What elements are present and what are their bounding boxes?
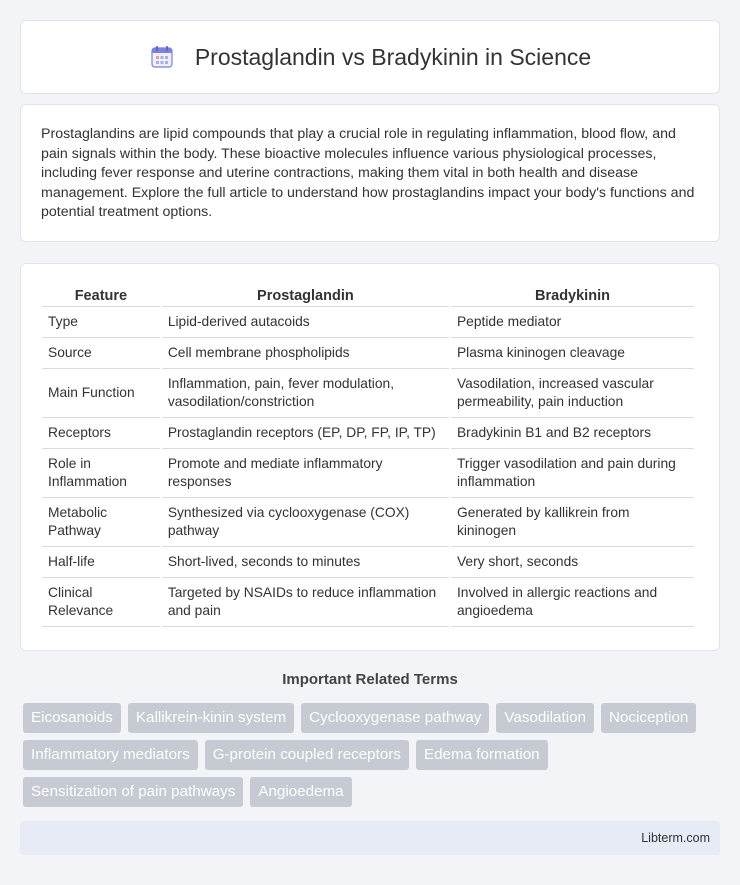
bradykinin-cell: Bradykinin B1 and B2 receptors [451,418,694,449]
table-row [42,418,694,449]
prostaglandin-cell: Prostaglandin receptors (EP, DP, FP, IP, TP) [162,418,449,449]
title-card [20,20,720,94]
prostaglandin-cell: Lipid-derived autacoids [162,307,449,338]
related-term-tag[interactable]: Sensitization of pain pathways [23,777,243,807]
table-row [42,498,694,547]
column-header-bradykinin: Bradykinin [451,284,694,307]
related-term-tag[interactable]: Kallikrein-kinin system [128,703,294,733]
prostaglandin-cell: Targeted by NSAIDs to reduce inflammation and pain [162,578,449,627]
bradykinin-cell: Very short, seconds [451,547,694,578]
prostaglandin-cell: Short-lived, seconds to minutes [162,547,449,578]
prostaglandin-cell: Cell membrane phospholipids [162,338,449,369]
feature-cell: Role in Inflammation [42,449,160,498]
feature-cell: Main Function [42,369,160,418]
footer [20,821,720,855]
table-header-row [42,284,694,307]
table-row [42,307,694,338]
related-terms-list [23,703,723,814]
feature-cell: Metabolic Pathway [42,498,160,547]
bradykinin-cell: Involved in allergic reactions and angioedema [451,578,694,627]
table-row [42,547,694,578]
intro-card [20,104,720,242]
bradykinin-cell: Generated by kallikrein from kininogen [451,498,694,547]
table-row [42,338,694,369]
related-terms-heading: Important Related Terms [282,671,458,688]
prostaglandin-cell: Inflammation, pain, fever modulation, vasodilation/constriction [162,369,449,418]
comparison-table [40,284,696,627]
intro-paragraph: Prostaglandins are lipid compounds that play a crucial role in regulating inflammation, blood flow, and pain signals within the body. These bioactive molecules influence various physiological processes, including fever response and uterine contractions, making them vital in both health and disease management. Explore the full article to understand how prostaglandins impact your body's functions and potential treatment options. [41,126,695,220]
related-term-tag[interactable]: Edema formation [416,740,548,770]
related-term-tag[interactable]: Eicosanoids [23,703,121,733]
prostaglandin-cell: Promote and mediate inflammatory responses [162,449,449,498]
related-term-tag[interactable]: Vasodilation [496,703,594,733]
column-header-feature: Feature [42,284,160,307]
page-title: Prostaglandin vs Bradykinin in Science [194,43,592,70]
calendar-icon [149,44,175,70]
related-term-tag[interactable]: Nociception [601,703,696,733]
footer-site-link[interactable]: Libterm.com [641,831,710,845]
bradykinin-cell: Plasma kininogen cleavage [451,338,694,369]
related-term-tag[interactable]: G-protein coupled receptors [205,740,409,770]
bradykinin-cell: Vasodilation, increased vascular permeability, pain induction [451,369,694,418]
related-term-tag[interactable]: Cyclooxygenase pathway [301,703,489,733]
feature-cell: Clinical Relevance [42,578,160,627]
prostaglandin-cell: Synthesized via cyclooxygenase (COX) pathway [162,498,449,547]
comparison-table-card [20,263,720,651]
feature-cell: Receptors [42,418,160,449]
bradykinin-cell: Trigger vasodilation and pain during inflammation [451,449,694,498]
related-term-tag[interactable]: Angioedema [250,777,351,807]
table-row [42,369,694,418]
feature-cell: Half-life [42,547,160,578]
table-row [42,449,694,498]
feature-cell: Type [42,307,160,338]
column-header-prostaglandin: Prostaglandin [162,284,449,307]
related-term-tag[interactable]: Inflammatory mediators [23,740,198,770]
bradykinin-cell: Peptide mediator [451,307,694,338]
feature-cell: Source [42,338,160,369]
table-row [42,578,694,627]
